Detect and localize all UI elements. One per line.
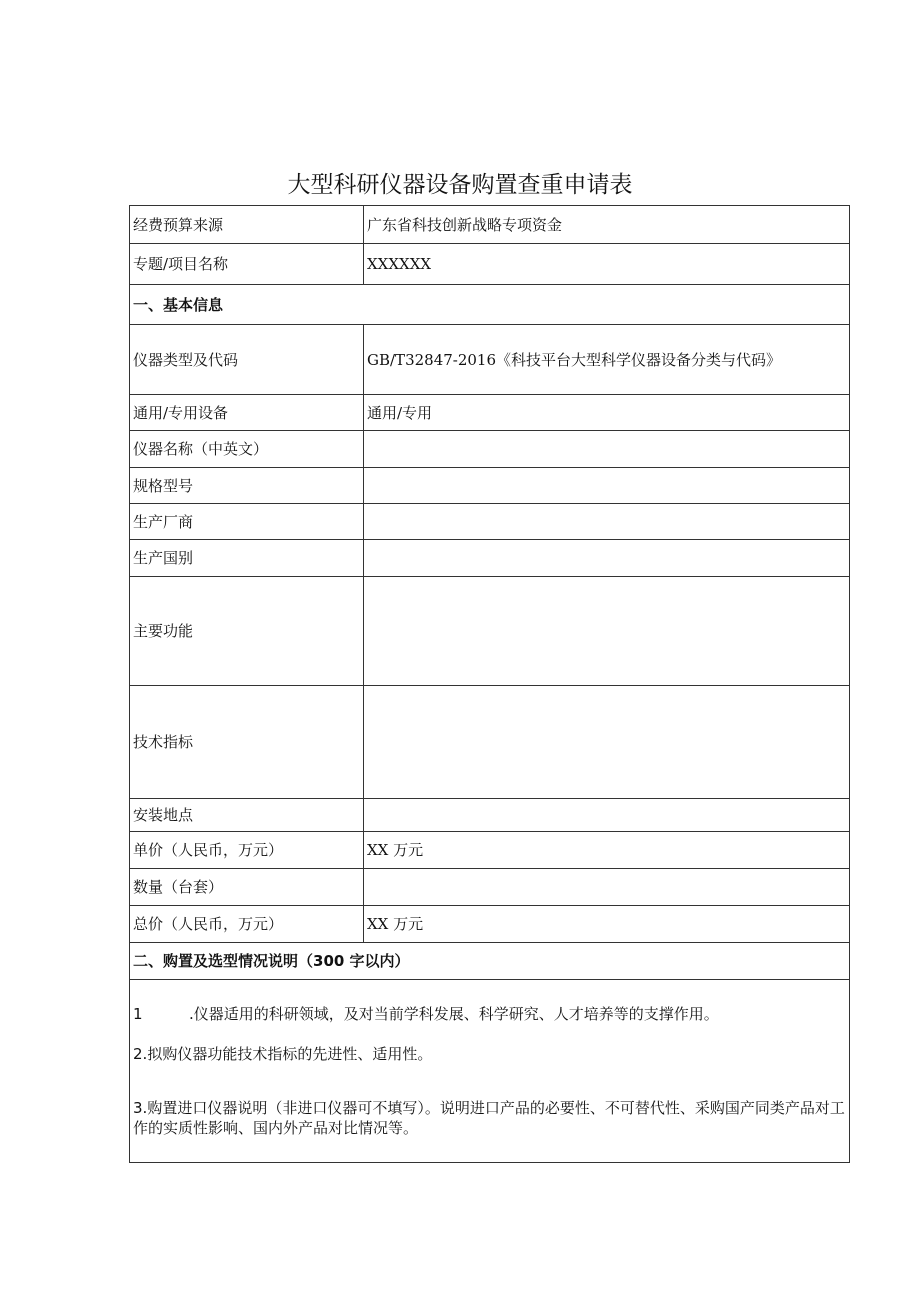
table-row xyxy=(130,325,850,395)
table-row xyxy=(130,832,850,869)
table-row xyxy=(130,686,850,799)
general-special-label: 通用/专用设备 xyxy=(130,395,364,431)
budget-source-value[interactable]: 广东省科技创新战略专项资金 xyxy=(364,206,850,244)
table-row xyxy=(130,395,850,431)
unit-price-label: 单价（人民币，万元） xyxy=(130,832,364,869)
paragraph-number: 3. xyxy=(133,1099,148,1117)
description-paragraph-3 xyxy=(133,1098,846,1138)
instrument-name-value[interactable] xyxy=(364,431,850,468)
spec-model-value[interactable] xyxy=(364,468,850,504)
section-purchase-description: 二、购置及选型情况说明（300 字以内） xyxy=(130,943,850,980)
table-row xyxy=(130,206,850,244)
paragraph-number: 1 xyxy=(133,1005,143,1023)
application-form-table xyxy=(129,205,850,1163)
total-price-label: 总价（人民币，万元） xyxy=(130,906,364,943)
table-row xyxy=(130,504,850,540)
quantity-label: 数量（台套） xyxy=(130,869,364,906)
description-paragraph-1 xyxy=(133,1004,846,1024)
general-special-value[interactable]: 通用/专用 xyxy=(364,395,850,431)
tech-specs-label: 技术指标 xyxy=(130,686,364,799)
table-row xyxy=(130,906,850,943)
table-row xyxy=(130,468,850,504)
total-price-value[interactable]: XX 万元 xyxy=(364,906,850,943)
paragraph-text: 购置进口仪器说明（非进口仪器可不填写）。说明进口产品的必要性、不可替代性、采购国产同类产品对工作的实质性影响、国内外产品对比情况等。 xyxy=(133,1099,845,1137)
table-row xyxy=(130,799,850,832)
table-row xyxy=(130,943,850,980)
country-value[interactable] xyxy=(364,540,850,577)
instrument-type-value[interactable]: GB/T32847-2016《科技平台大型科学仪器设备分类与代码》 xyxy=(364,325,850,395)
table-row xyxy=(130,869,850,906)
table-row xyxy=(130,577,850,686)
purchase-description-cell[interactable] xyxy=(130,980,850,1163)
project-name-label: 专题/项目名称 xyxy=(130,244,364,285)
country-label: 生产国别 xyxy=(130,540,364,577)
table-row xyxy=(130,540,850,577)
quantity-value[interactable] xyxy=(364,869,850,906)
manufacturer-value[interactable] xyxy=(364,504,850,540)
install-location-label: 安装地点 xyxy=(130,799,364,832)
paragraph-text: 拟购仪器功能技术指标的先进性、适用性。 xyxy=(147,1045,433,1063)
section-basic-info: 一、基本信息 xyxy=(130,285,850,325)
main-function-label: 主要功能 xyxy=(130,577,364,686)
paragraph-text: .仪器适用的科研领域，及对当前学科发展、科学研究、人才培养等的支撑作用。 xyxy=(189,1005,719,1023)
table-row xyxy=(130,980,850,1163)
form-title: 大型科研仪器设备购置查重申请表 xyxy=(287,172,633,198)
unit-price-value[interactable]: XX 万元 xyxy=(364,832,850,869)
paragraph-number: 2. xyxy=(133,1045,148,1063)
tech-specs-value[interactable] xyxy=(364,686,850,799)
project-name-value[interactable]: XXXXXX xyxy=(364,244,850,285)
table-row xyxy=(130,244,850,285)
manufacturer-label: 生产厂商 xyxy=(130,504,364,540)
spec-model-label: 规格型号 xyxy=(130,468,364,504)
table-row xyxy=(130,285,850,325)
instrument-name-label: 仪器名称（中英文） xyxy=(130,431,364,468)
main-function-value[interactable] xyxy=(364,577,850,686)
description-paragraph-2 xyxy=(133,1044,846,1064)
budget-source-label: 经费预算来源 xyxy=(130,206,364,244)
table-row xyxy=(130,431,850,468)
instrument-type-label: 仪器类型及代码 xyxy=(130,325,364,395)
install-location-value[interactable] xyxy=(364,799,850,832)
